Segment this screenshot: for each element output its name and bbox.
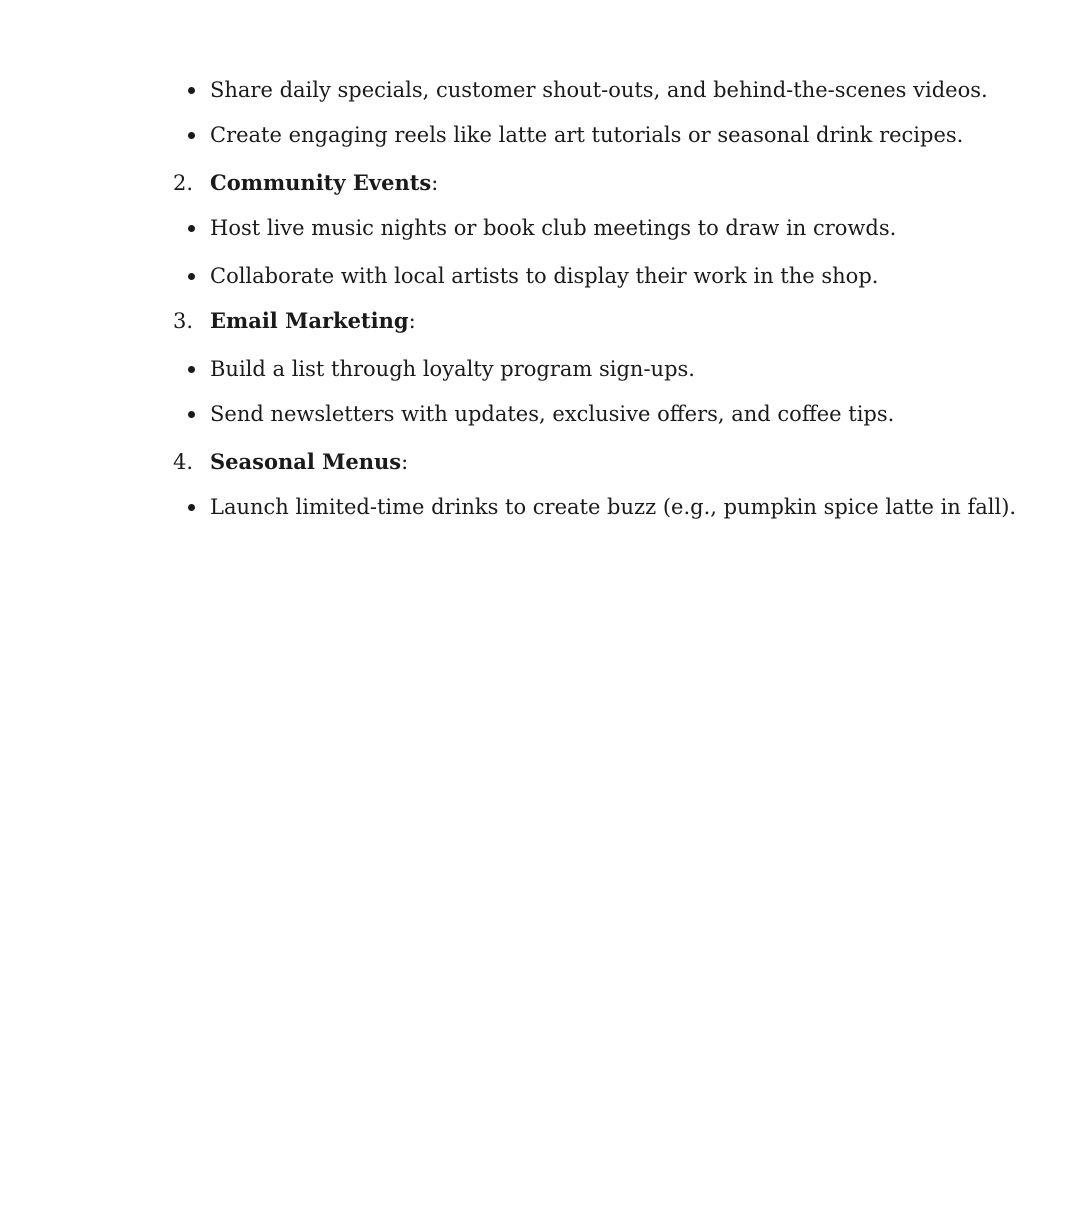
heading-bold: Seasonal Menus [210, 449, 402, 474]
bullet-icon [188, 504, 195, 511]
heading-text [210, 448, 408, 476]
list-number: 2. [173, 171, 194, 195]
heading-bold: Community Events [210, 170, 432, 195]
bullet-text: Share daily specials, customer shout-outs, and behind-the-scenes videos. [210, 78, 988, 102]
heading-text [210, 169, 438, 197]
bullet-icon [188, 225, 195, 232]
bullet-text: Send newsletters with updates, exclusive offers, and coffee tips. [210, 402, 895, 426]
bullet-text: Host live music nights or book club meetings to draw in crowds. [210, 216, 897, 240]
bullet-icon [188, 366, 195, 373]
heading-suffix: : [401, 450, 409, 474]
bullet-text: Build a list through loyalty program sign-ups. [210, 357, 695, 381]
heading-bold: Email Marketing [210, 308, 409, 333]
heading-text [210, 307, 416, 335]
list-number: 3. [173, 309, 194, 333]
bullet-text: Launch limited-time drinks to create buzz (e.g., pumpkin spice latte in fall). [210, 495, 1017, 519]
bullet-text: Create engaging reels like latte art tutorials or seasonal drink recipes. [210, 123, 964, 147]
bullet-icon [188, 273, 195, 280]
bullet-icon [188, 411, 195, 418]
heading-suffix: : [431, 171, 439, 195]
list-number: 4. [173, 450, 194, 474]
heading-suffix: : [408, 309, 416, 333]
bullet-icon [188, 132, 195, 139]
bullet-icon [188, 87, 195, 94]
bullet-text: Collaborate with local artists to display their work in the shop. [210, 264, 879, 288]
